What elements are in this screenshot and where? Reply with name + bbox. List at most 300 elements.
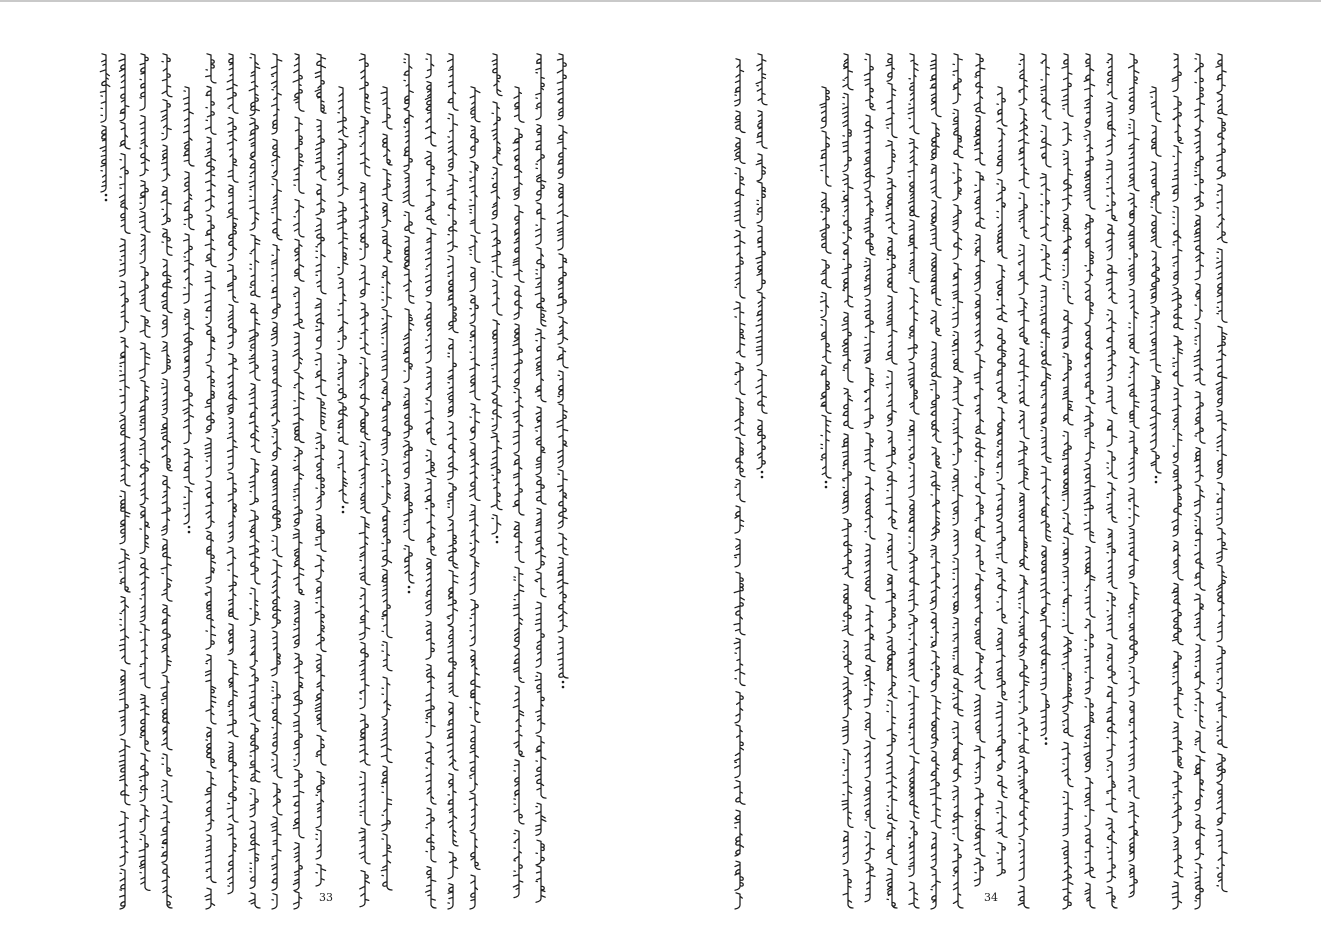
script-word [1085,215,1094,283]
script-word [514,286,522,320]
script-word [206,531,216,583]
script-word [513,205,524,282]
script-word [735,398,745,435]
script-word [316,830,321,859]
script-word [996,801,1007,837]
script-word [161,100,171,140]
script-word [470,505,479,556]
script-word [756,370,767,414]
script-word [1129,431,1138,482]
script-word [425,302,431,363]
text-column [513,87,524,898]
script-word [249,459,259,505]
script-word [930,545,940,609]
script-word [1106,102,1115,155]
script-word [1195,863,1203,909]
script-word [403,309,413,383]
script-word [1063,151,1073,211]
script-word [140,234,145,263]
script-word [293,54,304,111]
script-word [227,185,237,261]
script-word [1128,193,1136,224]
script-word [1129,54,1139,114]
script-word [162,54,172,97]
script-word [1172,146,1181,202]
page-left-text-block [0,2,660,938]
text-column [205,54,216,909]
script-word [1194,323,1205,385]
script-word [842,174,853,243]
script-word [1041,694,1049,736]
script-word [843,677,851,718]
script-word [359,442,370,513]
script-word [271,631,280,676]
script-word [1128,226,1137,286]
script-word [360,357,369,407]
page-right [660,2,1321,938]
script-word [491,167,499,219]
script-word [953,844,963,908]
script-word [273,783,282,815]
script-word [448,774,458,846]
script-word [557,254,566,314]
script-word [886,869,897,908]
script-word [120,122,130,148]
script-word [140,212,150,233]
script-word [1107,687,1117,759]
script-word [1128,802,1138,861]
script-word [492,280,502,315]
script-word [120,415,130,486]
script-word [316,772,325,828]
script-word [756,54,767,105]
script-word [425,82,436,146]
script-word [1019,839,1024,881]
script-word [909,882,919,908]
script-word [382,642,392,671]
script-word [734,302,745,357]
script-word [735,506,744,533]
script-word [931,201,936,224]
script-word [843,93,852,171]
script-word [1194,594,1205,640]
script-word [404,212,414,234]
script-word [953,232,962,260]
text-column [447,54,458,909]
script-word [447,519,458,568]
script-word [1173,336,1183,386]
script-word [996,328,1007,403]
script-word [271,54,281,134]
punctuation-dot [761,476,764,479]
script-word [843,388,853,428]
script-word [162,229,172,256]
script-word [514,522,524,563]
text-column [996,87,1007,876]
script-word [842,584,853,635]
script-word [272,894,277,909]
script-word [382,507,392,567]
text-column [315,54,326,886]
script-word [1018,718,1029,753]
script-word [1107,54,1117,99]
script-word [120,337,130,413]
script-word [316,864,326,886]
script-word [359,828,370,864]
text-column [734,59,745,909]
script-word [513,648,524,683]
script-word [382,169,392,200]
script-word [908,288,918,360]
page-number-left: 33 [319,891,333,904]
script-word [997,87,1007,126]
script-word [338,87,348,137]
script-word [1195,815,1205,860]
script-word [1216,691,1227,747]
script-word [271,322,277,346]
script-word [140,695,150,752]
script-word [161,805,170,863]
script-word [1062,431,1071,510]
script-word [293,332,302,370]
script-word [1216,249,1227,323]
script-word [1195,54,1205,130]
script-word [227,54,238,114]
script-word [1173,541,1183,580]
script-word [338,355,346,401]
script-word [426,54,434,78]
script-word [513,324,522,387]
script-word [426,367,431,399]
text-column [161,54,172,908]
script-word [293,447,303,526]
script-word [975,438,985,494]
script-word [492,224,502,277]
script-word [974,354,985,434]
punctuation-dot [105,194,108,197]
script-word [513,455,524,515]
script-word [820,192,831,253]
script-word [974,695,985,743]
script-word [470,87,480,122]
script-word [535,248,546,326]
script-word [470,875,477,909]
script-word [425,479,436,556]
script-word [1194,215,1203,280]
script-word [250,789,258,817]
script-word [996,521,1007,563]
script-word [1129,529,1138,579]
script-word [1172,54,1181,92]
script-word [1216,646,1225,690]
script-word [469,793,477,831]
script-word [382,203,391,228]
text-column [183,87,194,534]
script-word [1019,108,1030,188]
script-word [1085,883,1095,908]
script-word [886,471,897,529]
script-word [952,332,963,373]
script-word [842,519,853,578]
script-word [227,354,238,415]
script-word [1216,326,1227,406]
script-word [381,87,392,129]
script-word [1217,184,1227,242]
script-word [1085,619,1094,694]
script-word [1018,245,1028,295]
script-word [1063,281,1073,304]
script-word [228,824,237,894]
script-word [250,235,260,297]
script-word [227,660,238,737]
script-word [1217,565,1227,642]
script-word [1018,298,1029,344]
text-column [1194,54,1205,909]
script-word [735,138,746,164]
script-word [908,362,919,414]
script-word [403,173,414,206]
script-word [1217,118,1225,179]
script-word [930,751,941,828]
script-word [843,870,853,908]
script-word [360,871,370,907]
script-word [735,893,742,909]
script-word [1173,206,1182,285]
script-word [952,786,963,841]
script-word [293,843,302,891]
script-word [1018,886,1029,908]
script-word [931,471,940,540]
script-word [864,258,870,296]
script-word [205,365,214,433]
script-word [1019,411,1029,439]
script-word [1084,54,1095,127]
script-word [997,179,1007,258]
script-word [249,384,260,453]
script-word [205,888,215,909]
script-word [735,810,744,856]
script-word [821,365,831,413]
script-word [315,298,324,349]
script-word [974,858,983,886]
script-word [471,833,480,870]
script-word [842,312,853,382]
script-word [404,546,414,584]
script-word [448,256,459,333]
script-word [140,558,149,622]
script-word [1172,288,1183,330]
script-word [953,530,958,555]
script-word [448,852,458,879]
script-word [843,54,853,90]
script-word [1107,529,1117,588]
script-word [736,437,745,476]
script-word [447,174,457,252]
script-word [120,154,131,234]
script-word [316,120,327,180]
script-word [843,641,853,674]
script-word [1062,841,1073,909]
script-word [909,686,920,754]
script-word [249,669,260,722]
script-word [162,754,172,776]
script-word [139,834,150,890]
script-word [1063,537,1068,565]
script-word [864,433,875,471]
script-word [1084,698,1094,772]
script-word [361,408,370,440]
script-word [404,236,409,267]
script-word [909,553,919,612]
script-word [908,139,919,217]
script-word [887,637,897,699]
script-word [953,618,963,675]
text-column [1040,54,1051,745]
script-word [140,624,150,688]
script-word [557,125,567,178]
text-column [820,87,831,489]
script-word [1150,307,1161,373]
script-word [536,203,545,245]
script-word [293,601,299,648]
script-word [1041,466,1051,541]
script-word [162,780,173,802]
text-column [119,54,130,909]
script-word [337,202,347,275]
script-word [162,259,172,312]
script-word [1150,87,1161,122]
script-word [359,588,370,640]
script-word [425,151,436,224]
script-word [1107,644,1117,684]
script-word [315,54,326,113]
script-word [315,218,326,294]
script-word [557,557,568,632]
script-word [100,126,106,192]
text-column [1062,54,1073,909]
script-word [1041,427,1051,463]
script-word [426,559,432,616]
script-word [909,821,918,876]
script-word [535,508,545,570]
punctuation-dot [496,536,499,539]
script-word [205,587,215,650]
script-word [119,812,128,867]
script-word [426,228,436,296]
punctuation-dot [1045,737,1048,740]
script-word [557,347,568,368]
script-word [100,54,110,122]
script-word [360,303,370,354]
script-word [250,588,260,625]
punctuation-dot [562,681,565,684]
script-word [1195,485,1205,514]
page-right-text-block [660,2,1321,938]
script-word [184,172,194,230]
script-word [886,371,896,426]
script-word [162,476,171,535]
script-word [931,342,941,377]
script-word [952,263,962,327]
script-word [448,626,458,697]
script-word [843,831,848,864]
script-word [295,239,305,281]
script-word [558,637,568,678]
script-word [119,54,129,121]
script-word [974,115,985,165]
script-word [272,754,283,778]
script-word [1107,592,1117,638]
script-word [1041,546,1051,614]
script-word [383,230,393,262]
script-word [1107,451,1117,479]
script-word [1062,310,1072,348]
script-word [491,433,502,510]
script-word [206,54,216,83]
script-word [735,479,745,501]
script-word [470,556,479,594]
script-word [249,118,258,158]
punctuation-dot [1155,476,1158,479]
script-word [1062,637,1073,712]
script-word [1216,54,1226,93]
script-word [1217,483,1225,526]
script-word [536,54,544,120]
script-word [1085,284,1093,323]
script-word [140,267,151,312]
script-word [316,184,325,215]
script-word [140,116,149,176]
script-word [404,269,414,304]
script-word [470,126,478,158]
script-word [315,515,326,552]
script-word [227,118,238,183]
script-word [864,368,874,428]
page-number-right: 34 [984,891,998,904]
script-word [294,892,302,910]
script-word [953,558,958,613]
script-word [162,379,167,415]
script-word [250,724,260,782]
punctuation-dot [1155,481,1158,484]
script-word [404,54,413,109]
script-word [206,835,217,883]
script-word [1151,451,1161,473]
script-word [249,159,259,230]
script-word [205,215,216,267]
script-word [887,238,897,293]
script-word [1063,353,1073,425]
script-word [271,465,280,530]
script-word [360,643,370,709]
script-word [952,722,962,782]
script-word [162,417,173,471]
text-column [139,54,150,891]
script-word [931,253,941,305]
script-word [820,87,829,128]
script-word [974,788,985,856]
script-word [272,536,282,557]
script-word [1106,265,1117,304]
script-word [293,372,304,442]
script-word [909,500,914,552]
script-word [558,317,568,344]
script-word [975,652,985,689]
script-word [931,651,939,692]
script-word [842,434,851,513]
script-word [205,137,215,211]
script-word [886,296,897,364]
